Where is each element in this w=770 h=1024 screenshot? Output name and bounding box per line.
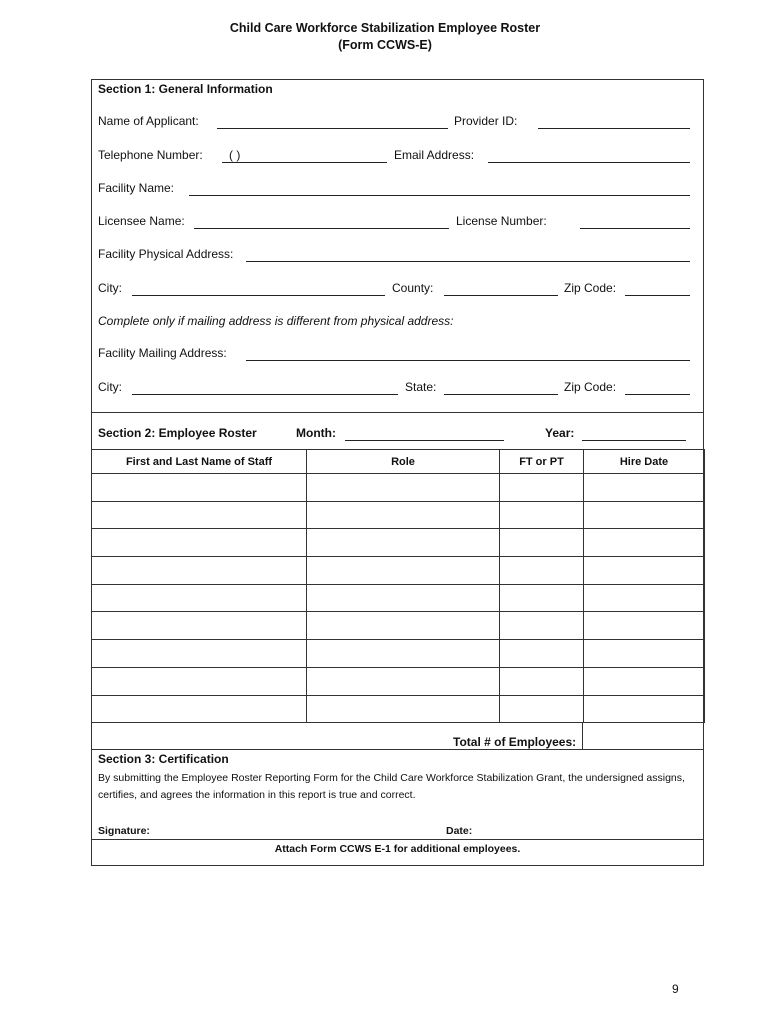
- table-cell[interactable]: [307, 695, 500, 723]
- form-subtitle: (Form CCWS-E): [338, 38, 432, 52]
- column-header: Role: [307, 450, 500, 474]
- table-cell[interactable]: [307, 584, 500, 612]
- table-cell[interactable]: [307, 557, 500, 585]
- table-cell[interactable]: [92, 501, 307, 529]
- mailing-city-field[interactable]: [132, 394, 398, 395]
- name-of-applicant-field[interactable]: [217, 128, 448, 129]
- form-title: Child Care Workforce Stabilization Employee Roster: [229, 21, 541, 35]
- employee-roster-table: [91, 449, 705, 723]
- license-number-label: License Number:: [456, 214, 547, 228]
- year-field[interactable]: [582, 440, 686, 441]
- table-cell[interactable]: [500, 501, 584, 529]
- facility-name-label: Facility Name:: [98, 181, 175, 195]
- table-cell[interactable]: [92, 584, 307, 612]
- table-row: [92, 640, 705, 668]
- table-cell[interactable]: [584, 667, 705, 695]
- table-cell[interactable]: [584, 474, 705, 502]
- provider-id-field[interactable]: [538, 128, 690, 129]
- table-cell[interactable]: [500, 474, 584, 502]
- physical-address-field[interactable]: [246, 261, 690, 262]
- table-row: [92, 584, 705, 612]
- section-divider: [91, 839, 704, 840]
- section2-heading: Section 2: Employee Roster: [98, 426, 257, 440]
- table-cell[interactable]: [92, 557, 307, 585]
- table-cell[interactable]: [584, 695, 705, 723]
- section3-heading: Section 3: Certification: [98, 752, 229, 766]
- table-cell[interactable]: [500, 695, 584, 723]
- table-cell[interactable]: [307, 612, 500, 640]
- zip-code-label: Zip Code:: [564, 281, 617, 295]
- state-label: State:: [405, 380, 437, 394]
- table-cell[interactable]: [584, 501, 705, 529]
- table-cell[interactable]: [92, 695, 307, 723]
- telephone-field[interactable]: [222, 162, 387, 163]
- table-cell[interactable]: [500, 612, 584, 640]
- state-field[interactable]: [444, 394, 558, 395]
- column-header: First and Last Name of Staff: [92, 450, 307, 474]
- table-cell[interactable]: [307, 529, 500, 557]
- mailing-address-field[interactable]: [246, 360, 690, 361]
- table-cell[interactable]: [500, 557, 584, 585]
- telephone-area-code: ( ): [229, 148, 241, 162]
- total-employees-label: Total # of Employees:: [453, 735, 577, 749]
- table-row: [92, 474, 705, 502]
- facility-name-field[interactable]: [189, 195, 690, 196]
- table-row: [92, 695, 705, 723]
- table-cell[interactable]: [584, 640, 705, 668]
- zip-code-field[interactable]: [625, 295, 690, 296]
- table-cell[interactable]: [92, 529, 307, 557]
- section1-heading: Section 1: General Information: [98, 82, 273, 96]
- mailing-note: Complete only if mailing address is different from physical address:: [98, 314, 454, 328]
- year-label: Year:: [545, 426, 575, 440]
- table-row: [92, 667, 705, 695]
- mailing-zip-label: Zip Code:: [564, 380, 617, 394]
- attach-note: Attach Form CCWS E-1 for additional employees.: [274, 843, 521, 855]
- table-cell[interactable]: [307, 501, 500, 529]
- table-cell[interactable]: [500, 584, 584, 612]
- total-employees-field[interactable]: [582, 722, 704, 749]
- table-cell[interactable]: [307, 667, 500, 695]
- table-cell[interactable]: [500, 529, 584, 557]
- section-divider: [91, 412, 704, 413]
- signature-label: Signature:: [98, 825, 150, 837]
- licensee-name-field[interactable]: [194, 228, 449, 229]
- table-row: [92, 529, 705, 557]
- physical-address-label: Facility Physical Address:: [98, 247, 234, 261]
- table-cell[interactable]: [584, 612, 705, 640]
- column-header: FT or PT: [500, 450, 584, 474]
- city-field[interactable]: [132, 295, 385, 296]
- table-cell[interactable]: [584, 557, 705, 585]
- table-cell[interactable]: [92, 667, 307, 695]
- county-field[interactable]: [444, 295, 558, 296]
- table-cell[interactable]: [92, 640, 307, 668]
- city-label: City:: [98, 281, 122, 295]
- provider-id-label: Provider ID:: [454, 114, 518, 128]
- table-cell[interactable]: [584, 529, 705, 557]
- column-header: Hire Date: [584, 450, 705, 474]
- certification-text: By submitting the Employee Roster Reporting Form for the Child Care Workforce Stabilization Grant, the undersigned assigns, certifies, and agrees the information in this report is true and correct.: [98, 772, 685, 801]
- license-number-field[interactable]: [580, 228, 690, 229]
- licensee-name-label: Licensee Name:: [98, 214, 185, 228]
- mailing-address-label: Facility Mailing Address:: [98, 346, 227, 360]
- table-cell[interactable]: [307, 640, 500, 668]
- mailing-zip-field[interactable]: [625, 394, 690, 395]
- date-label: Date:: [446, 825, 473, 837]
- email-field[interactable]: [488, 162, 690, 163]
- section-divider: [91, 749, 704, 750]
- name-of-applicant-label: Name of Applicant:: [98, 114, 199, 128]
- table-cell[interactable]: [92, 612, 307, 640]
- email-label: Email Address:: [394, 148, 475, 162]
- table-header-row: [92, 450, 705, 474]
- month-field[interactable]: [345, 440, 504, 441]
- table-row: [92, 557, 705, 585]
- county-label: County:: [392, 281, 434, 295]
- table-cell[interactable]: [92, 474, 307, 502]
- table-row: [92, 501, 705, 529]
- telephone-label: Telephone Number:: [98, 148, 203, 162]
- table-cell[interactable]: [500, 640, 584, 668]
- page-number: 9: [672, 982, 679, 996]
- table-cell[interactable]: [584, 584, 705, 612]
- table-row: [92, 612, 705, 640]
- table-cell[interactable]: [307, 474, 500, 502]
- table-cell[interactable]: [500, 667, 584, 695]
- mailing-city-label: City:: [98, 380, 122, 394]
- month-label: Month:: [296, 426, 336, 440]
